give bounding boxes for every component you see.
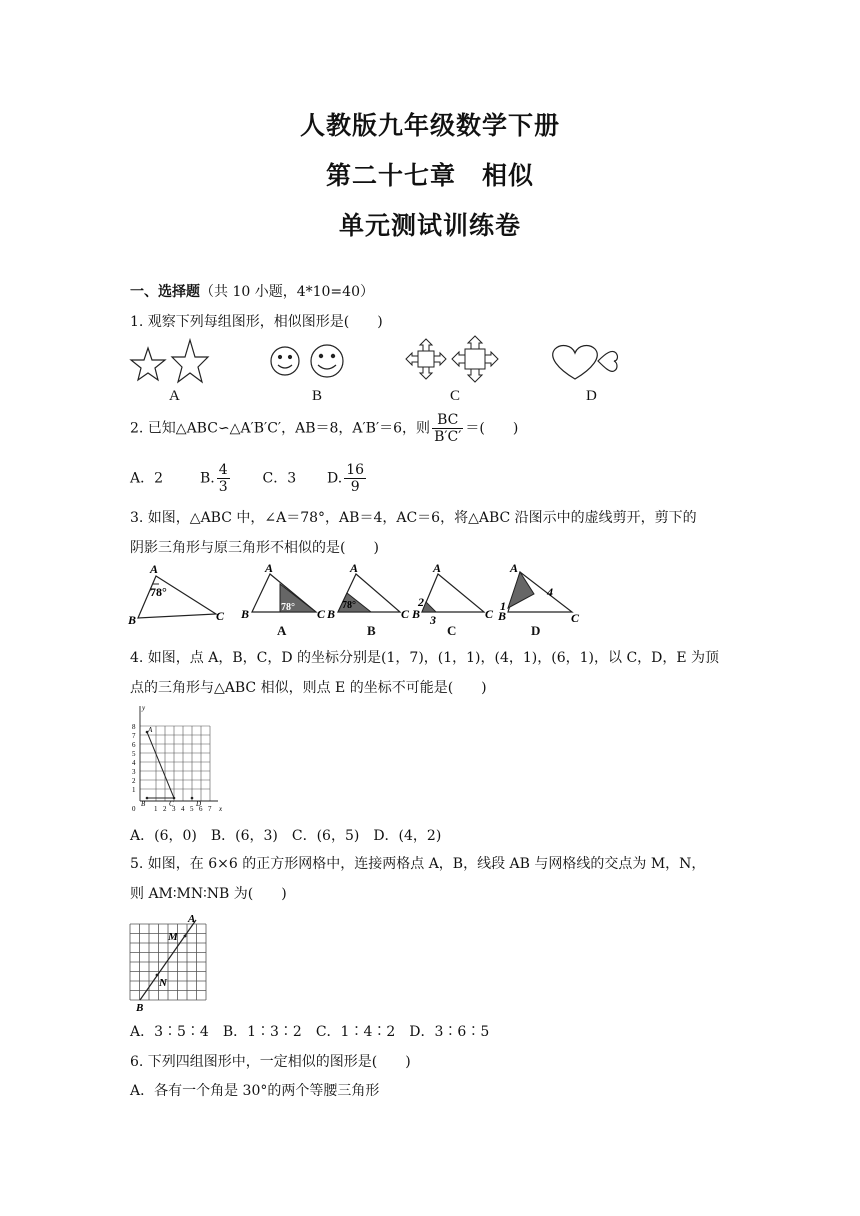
q2-opt-c: C．3	[262, 470, 297, 487]
q5-options: A．3∶5∶4 B．1∶3∶2 C．1∶4∶2 D．3∶6∶5	[130, 1024, 490, 1040]
arrow-cross-large-icon	[452, 336, 498, 382]
q2-frac-den: B′C′	[434, 429, 462, 445]
q4-point-b: B	[141, 800, 146, 808]
q1-text: 1. 观察下列每组图形，相似图形是( )	[130, 314, 383, 330]
q4-line1: 4. 如图，点 A，B，C，D 的坐标分别是(1，7)，(1，1)，(4，1)，(6，1)，以 C，D，E 为顶	[130, 650, 720, 666]
q3-original-triangle	[127, 562, 225, 627]
q3-d-one: 1	[500, 599, 506, 613]
q3-c-three: 3	[430, 613, 436, 627]
q1-label-b: B	[312, 388, 323, 404]
q4-ytick-label: 3	[132, 768, 136, 776]
q4-ytick-label: 4	[132, 759, 136, 767]
q5-square-grid	[126, 910, 216, 1014]
q3-c-vertex-a: A	[433, 561, 442, 575]
q3-d-vertex-b: B	[498, 609, 507, 623]
q4-xtick-label: 1	[154, 805, 158, 813]
q3-o-vertex-c: C	[216, 609, 225, 623]
q4-ytick-label: 5	[132, 750, 136, 758]
section-note: （共 10 小题，4*10=40）	[200, 284, 374, 300]
arrow-cross-small-icon	[406, 339, 446, 379]
q5-point-m: M	[168, 931, 178, 943]
star-small-icon	[131, 348, 165, 380]
q4-ytick-label: 7	[132, 732, 136, 740]
section-label: 一、选择题	[130, 284, 200, 300]
q4-xtick-label: 7	[208, 805, 212, 813]
smiley-small-icon	[271, 347, 299, 375]
q6-option-a: A．各有一个角是 30°的两个等腰三角形	[130, 1083, 380, 1099]
q1-label-d: D	[586, 388, 597, 404]
q3-label-a: A	[277, 623, 287, 638]
q3-label-c: C	[447, 623, 457, 638]
q3-option-b-figure	[326, 561, 410, 621]
q3-figures	[128, 562, 588, 642]
q4-point-d: D	[196, 800, 202, 808]
q4-ylabel: y	[142, 704, 146, 712]
q2-options	[130, 462, 368, 495]
q5-point-n: N	[159, 977, 167, 989]
q3-b-vertex-a: A	[350, 561, 359, 575]
q4-point-c: C	[169, 800, 174, 808]
q3-option-d-figure	[497, 561, 580, 625]
q5-line2: 则 AM∶MN∶NB 为( )	[130, 886, 287, 902]
q2-opt-a: A．2	[130, 470, 164, 487]
q2-pre: 2. 已知△ABC∽△A′B′C′，AB＝8，A′B′＝6，则	[130, 420, 431, 437]
q4-ytick-label: 8	[132, 723, 136, 731]
q5-point-b: B	[136, 1002, 144, 1014]
q4-xtick-label: 4	[181, 805, 185, 813]
q2-opt-b-den: 3	[218, 479, 228, 495]
q2-text	[130, 412, 518, 445]
q3-line1: 3. 如图，△ABC 中，∠A＝78°，AB＝4，AC＝6，将△ABC 沿图示中的虚线剪开，剪下的	[130, 510, 697, 526]
q3-a-vertex-a: A	[265, 561, 274, 575]
q6-text: 6. 下列四组图形中，一定相似的图形是( )	[130, 1054, 411, 1070]
q3-a-vertex-b: B	[241, 607, 250, 621]
q4-coordinate-grid	[126, 704, 226, 816]
q3-line2: 阴影三角形与原三角形不相似的是( )	[130, 540, 379, 556]
q2-opt-b-frac	[217, 462, 230, 495]
q2-opt-b-num: 4	[218, 462, 228, 478]
q4-xlabel: x	[219, 805, 223, 813]
q3-a-vertex-c: C	[317, 607, 326, 621]
q2-frac-num: BC	[432, 412, 463, 429]
q4-xtick-label: 5	[190, 805, 194, 813]
q3-option-c-figure	[411, 561, 494, 627]
q2-opt-d-num: 16	[346, 462, 365, 478]
q3-b-angle: 78°	[342, 600, 356, 611]
star-large-icon	[172, 340, 208, 382]
q3-option-a-figure	[240, 561, 326, 621]
heart-small-icon	[598, 351, 617, 371]
q4-origin: 0	[132, 805, 136, 813]
q2-opt-b: B.	[199, 470, 215, 487]
q4-ytick-label: 6	[132, 741, 136, 749]
q3-label-d: D	[531, 623, 541, 638]
heart-large-icon	[553, 346, 598, 379]
q1-figures	[120, 335, 640, 385]
q2-opt-d-den: 9	[350, 479, 360, 495]
smiley-large-icon	[311, 345, 343, 377]
q1-label-c: C	[450, 388, 461, 404]
q3-label-b: B	[367, 623, 376, 638]
q4-ytick-label: 1	[132, 786, 136, 794]
q3-c-vertex-c: C	[485, 607, 494, 621]
q4-options: A．(6，0) B．(6，3) C．(6，5) D．(4，2)	[130, 828, 442, 844]
q3-d-vertex-c: C	[571, 611, 580, 625]
q3-c-vertex-b: B	[412, 607, 421, 621]
q4-xtick-label: 2	[163, 805, 167, 813]
q3-b-vertex-b: B	[327, 607, 336, 621]
q3-o-vertex-b: B	[128, 613, 137, 627]
unit-title: 单元测试训练卷	[338, 211, 521, 240]
q1-label-a: A	[169, 388, 180, 404]
q5-point-a: A	[188, 913, 196, 925]
q3-c-two: 2	[418, 595, 424, 609]
q2-fraction	[432, 412, 463, 445]
q3-b-vertex-c: C	[401, 607, 410, 621]
q3-o-angle: 78°	[150, 585, 167, 599]
chapter-title: 第二十七章 相似	[325, 161, 534, 190]
section-heading	[130, 282, 374, 302]
q3-d-vertex-a: A	[510, 561, 519, 575]
q4-ytick-label: 2	[132, 777, 136, 785]
q2-opt-d: D.	[327, 470, 343, 487]
q3-a-angle: 78°	[281, 602, 295, 613]
q3-o-vertex-a: A	[150, 562, 159, 576]
q2-opt-d-frac	[344, 462, 366, 495]
q2-post: ＝( )	[465, 420, 519, 437]
q5-line1: 5. 如图，在 6×6 的正方形网格中，连接两格点 A，B，线段 AB 与网格线的交点为 M，N，	[130, 856, 706, 872]
q4-xtick-label: 6	[199, 805, 203, 813]
doc-title: 人教版九年级数学下册	[299, 111, 560, 140]
q4-line2: 点的三角形与△ABC 相似，则点 E 的坐标不可能是( )	[130, 680, 487, 696]
q3-d-four: 4	[547, 585, 553, 599]
q4-xtick-label: 3	[172, 805, 176, 813]
q4-point-a: A	[148, 726, 153, 734]
